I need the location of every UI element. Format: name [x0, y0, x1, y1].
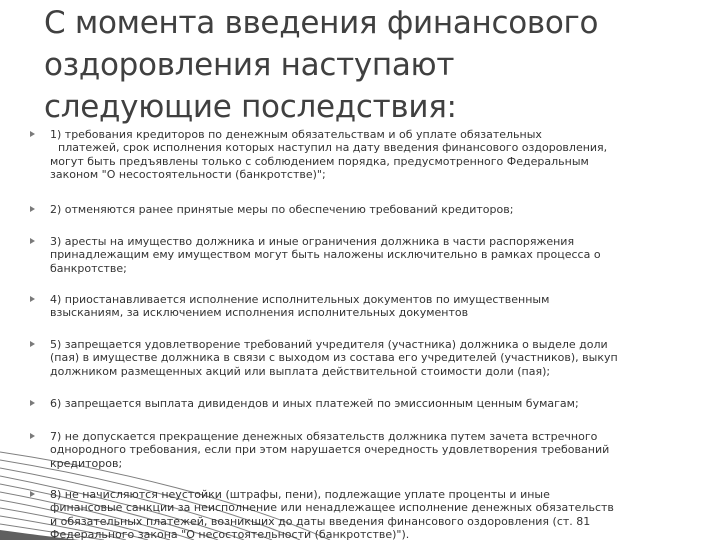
item-line: должником размещенных акций или выплата действительной стоимости доли (пая); [50, 364, 551, 378]
item-line: 5) запрещается удовлетворение требований учредителя (участника) должника о выделе доли [50, 338, 608, 351]
item-line: принадлежащим ему имуществом могут быть наложены исключительно в рамках процесса о [50, 248, 601, 262]
bullet-arrow-icon [30, 238, 35, 244]
item-line: Федерального закона "О несостоятельности (банкротстве)"). [50, 528, 410, 542]
bullet-arrow-icon [30, 341, 35, 347]
item-text [50, 203, 698, 216]
item-line: 2) отменяются ранее принятые меры по обеспечению требований кредиторов; [50, 203, 514, 216]
item-text [50, 293, 698, 320]
item-line: однородного требования, если при этом нарушается очередность удовлетворения требований [50, 443, 610, 457]
item-line: 7) не допускается прекращение денежных обязательств должника путем зачета встречного [50, 430, 598, 443]
bullet-arrow-icon [30, 206, 35, 212]
bullet-arrow-icon [30, 433, 35, 439]
item-line: законом "О несостоятельности (банкротстве)"; [50, 168, 326, 182]
item-line: взысканиям, за исключением исполнения исполнительных документов [50, 306, 469, 320]
bullet-arrow-icon [30, 400, 35, 406]
item-line: 4) приостанавливается исполнение исполнительных документов по имущественным [50, 293, 550, 306]
item-text [50, 488, 698, 542]
title-line: оздоровления наступают [44, 47, 455, 83]
item-line: 6) запрещается выплата дивидендов и иных платежей по эмиссионным ценным бумагам; [50, 397, 579, 410]
item-line: финансовые санкции за неисполнение или ненадлежащее исполнение денежных обязательств [50, 501, 614, 515]
bullet-arrow-icon [30, 491, 35, 497]
item-line: (пая) в имуществе должника в связи с выходом из состава его учредителей (участников), выкуп [50, 351, 618, 365]
title-line: следующие последствия: [44, 89, 457, 125]
item-line: 3) аресты на имущество должника и иные ограничения должника в части распоряжения [50, 235, 575, 248]
item-text [50, 235, 698, 275]
bullet-arrow-icon [30, 131, 35, 137]
item-line: 8) не начисляются неустойки (штрафы, пени), подлежащие уплате проценты и иные [50, 488, 550, 501]
item-line: банкротстве; [50, 261, 127, 275]
item-text [50, 430, 698, 470]
item-line: кредиторов; [50, 456, 123, 470]
item-text [50, 128, 698, 182]
item-line: платежей, срок исполнения которых наступил на дату введения финансового оздоровления, [58, 141, 608, 155]
item-line: и обязательных платежей, возникших до даты введения финансового оздоровления (ст. 81 [50, 514, 591, 528]
item-line: могут быть предъявлены только с соблюдением порядка, предусмотренного Федеральным [50, 154, 589, 168]
bullet-arrow-icon [30, 296, 35, 302]
title-line: С момента введения финансового [44, 5, 599, 41]
item-text [50, 397, 698, 410]
item-line: 1) требования кредиторов по денежным обязательствам и об уплате обязательных [50, 128, 542, 141]
item-text [50, 338, 698, 378]
